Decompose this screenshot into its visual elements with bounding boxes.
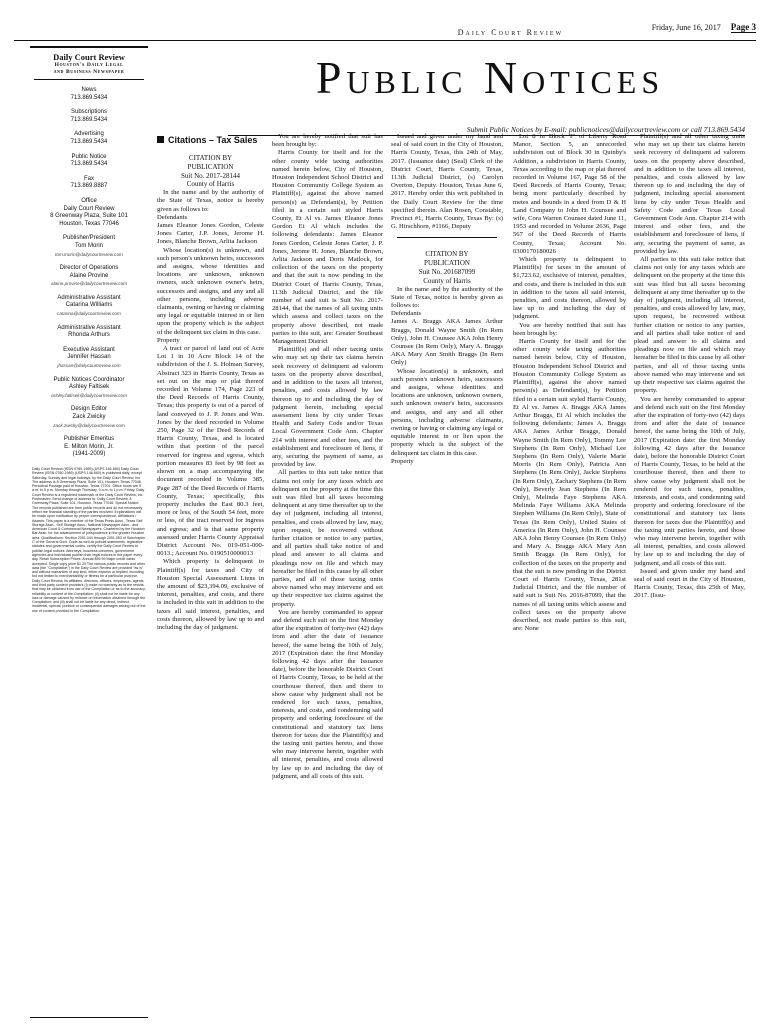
sidebar-fine-print: Daily Court Review (ISSN 0780-1989) (USPS 146-660) Daily Court Review (ISSN 0780-1989) (USPS 146-660) is published daily, except Saturday, Sunday and legal holidays, by the Daily Court Review, Inc. The address is 8 Greenway Plaza, Suite 101, Houston, Texas 77046. Periodical Postage paid at Houston, Texas 77201. Office hours are 9 a.m. to 5 p.m. Monday through Thursday, 9 a.m. to 1 p.m. Friday. Daily Court Review is a registered trademark of the Daily Court Review, Inc. Postmaster: Send change of address to: Daily Court Review, 8 Greenway Plaza, Suite 101, Houston, Texas 77046. Special Notice: The records published are from public records and do not necessarily reflect the financial standing of the parties involved. Explanations will be made upon notification by proper correspondence. Affiliations / Awards: This paper is a member of the Texas Press Assn., Texas Self Storage Assn., Self Storage Assn., National Newspaper Assn., and American Court & Commercial Newspapers. Chartered by the Houston Bar Assn. for the advancement of jurisprudence in the greater Houston area. Qualifications: Section 2051.044 through 2051.053 of Subchapter C of the General Govt. Code as well as judicial statements, legislative statutes and governmental codes, certify the Daily Court Review to publish legal notices. Attorneys, business concerns, government agencies and individuals publish their legal notices in the paper every day. Retail Subscription Prices: Annual $99.99 Major credit cards accepted. Single copy price $1.25 The various public records and other data (the "Compilation") in the Daily Court Review are provided "as is" and without warranties of any kind, either express or implied, including but not limited to merchantability or fitness for a particular purpose. Daily Court Review, its affiliates, directors, officers, employees, agents and third party content providers (i) make no warranty as to the results that may be obtained from use of the Compilation or as to the accuracy, reliability or content of the Compilation; (ii) shall not be liable for any loss or damage caused by reliance on information obtained through the Compilation; and (iii) shall not be liable for any direct, indirect, incidental, special, punitive or consequential damages arising out of the use of content provided in the Compilation. (32, 466, 146, 613)
office-line: Houston, Texas 77046 (59, 220, 119, 227)
staff-role: Design Editor (70, 406, 108, 413)
defendants-label: Defendants (391, 310, 422, 318)
staff-role: Public Notices Coordinator (53, 376, 125, 383)
contact-label: Subscriptions (70, 109, 108, 116)
sidebar-subtitle (34, 62, 144, 80)
staff-name: Zack Zwicky (72, 414, 106, 420)
contact-label: Fax (83, 175, 94, 182)
notice-paragraph: You are hereby commanded to appear and defend such suit on the first Monday after the expiration of forty-two (42) days from and after the date of issuance hereof, the same being the 10th of July, 2017 (Expiration date: the first Monday following 42 days after the Issuance date), before the honorable District Court of Harris County, Texas, to be held at the courthouse thereof, then and there to show cause why judgment shall not be rendered for such taxes, penalties, interests, and costs, and condemning said property and ordering foreclosure of the constitutional and statutory tax liens thereon for taxes due the Plaintiff(s) and the taxing unit parties hereto, and those who may intervene herein, together with all interest, penalties, and costs allowed by law up to and including the day of judgment, and all costs of this suit. (634, 395, 745, 567)
staff-email: jhassan@dailycourtreview.com (57, 363, 121, 369)
contact-phone: 713.869.5434 (70, 161, 108, 168)
defendants-list: James Eleanor Jones Gordon, Celeste Jones Carter, J.P. Jones, Jerome H. Jones, Blanche Brown, Arlita Jackson (157, 222, 264, 246)
staff-years: (1941-2009) (72, 451, 106, 458)
staff-admin-assistant-1 (30, 295, 148, 318)
notice-title-line: PUBLICATION (424, 259, 470, 268)
staff-name: Tom Morin (74, 242, 103, 249)
staff-role: Publisher Emeritus (63, 436, 115, 443)
contact-fax (30, 176, 148, 191)
contact-phone: 713.869.8887 (70, 183, 108, 190)
staff-role: Publisher/President (62, 235, 116, 242)
staff-executive-assistant (30, 347, 148, 370)
column-1 (157, 133, 264, 1018)
header-rule (14, 40, 756, 41)
contact-advertising (30, 131, 148, 146)
property-label: Property (391, 457, 414, 465)
notice-separator (397, 237, 497, 238)
property-label: Property (157, 336, 180, 344)
staff-role: Administrative Assistant (57, 294, 121, 301)
page-number: Page 3 (730, 22, 756, 32)
contact-subscriptions (30, 109, 148, 124)
square-bullet-icon (157, 136, 164, 143)
column-4 (513, 133, 626, 1018)
contact-label: Public Notice (71, 153, 107, 160)
notice-paragraph: In the name and by the authority of the State of Texas, notice is hereby given as follows to: (391, 285, 503, 310)
office-line: 8 Greenway Plaza, Suite 101 (50, 213, 128, 220)
staff-role: Executive Assistant (63, 346, 115, 353)
suit-number: Suit No. 2017-28144 (181, 171, 240, 180)
column-3 (391, 133, 503, 1018)
staff-publisher-emeritus (30, 436, 148, 459)
staff-email: ashley.faltisek@dailycourtreview.com (51, 392, 127, 398)
property-description: Lot 8 in Block 'F' of Liberty Road Manor, Section 5, an unrecorded subdivision out of Block 30 in Quinby's Addition, a subdivision in Harris County, Texas according to the map or plat thereof recorded in Volume 167, Page 58 of the Deed Records of Harris County, Texas; being more particularly described by metes and bounds in a deed from D & H Land Company to John H. Counsee and wife, Cora Warren Counsee dated June 11, 1953 and recorded in Volume 2636, Page 567 of the Deed Records of Harris County, Texas; Account No. 0300170180026 (513, 133, 626, 255)
notice-paragraph: Plaintiff(s) and all other taxing units who may set up their tax claims herein seek recovery of delinquent ad valorem taxes on the property above described, and in addition to the taxes all interest, penalties, and costs allowed by law thereon up to and including the day of judgment, including special assessment liens by city under Texas Health and Safety Code and/or Texas Local Government Code Ann. Chapter 214 with interest and other fees, and the establishment and foreclosure of liens, if any, securing the payment of same, as provided by law. (634, 133, 745, 255)
suit-number: Suit No. 201687099 (418, 268, 476, 277)
notice-paragraph: Plaintiff(s) and all other taxing units who may set up their tax claims herein seek recovery of delinquent ad valorem taxes on the property above described, and in addition to the taxes all interest, penalties, and costs allowed by law thereon up to and including the day of judgment herein, including special assessment liens by city under Texas Health and Safety Code and/or Texas Local Government Code Ann. Chapter 214 with interest and other fees, and the establishment and foreclosure of liens, if any, securing the payment of same, as provided by law. (272, 346, 383, 469)
notice-title (157, 154, 264, 189)
notice-paragraph: Which property is delinquent to Plaintiff(s) for taxes and City of Houston Special Assessment Liens in the amount of $23,394.09, exclusive of interest, penalties, and costs, and there is included in this suit in addition to the taxes all said interest, penalties, and costs thereon, allowed by law up to and including the day of judgment. (157, 558, 264, 631)
contact-public-notice (30, 154, 148, 169)
county-name: County of Harris (186, 180, 235, 189)
office-line: Daily Court Review (63, 205, 115, 212)
sidebar-title: Daily Court Review (53, 52, 125, 62)
contact-label: News (81, 87, 97, 93)
county-name: County of Harris (423, 276, 471, 285)
contact-news (30, 87, 148, 102)
notice-paragraph: Harris County for itself and for the other county wide taxing authorities named herein below, City of Houston, Houston Independent School District and Houston Community College System as Plaintiff(s), against the above named person(s) as Defendant(s), by Petition filed in a certain suit styled Harris County, Et Al vs. James A. Braggs AKA James Arthur Braggs, Et Al which includes the following defendants: James A. Braggs AKA James Arthur Braggs, Donald Wayne Smith (In Rem Only), Tommy Lee Stephens (In Rem Only), Michael Lee Stephens (In Rem Only), Valerie Marie Morris (In Rem Only), Patricia Ann Stephens (In Rem Only), Jackie Stephens (In Rem Only), Zachary Stephens (In Rem Only), Beverly Jean Stephens (In Rem Only), Melinda Faye Stephens AKA Melinda Faye Williams AKA Melinda Stephen Williams (In Rem Only), State of Texas (In Rem Only), United States of America (In Rem Only), John H. Counsee AKA John Henry Counsee (In Rem Only) and Mary A. Braggs AKA Mary Ann Smith Braggs (In Rem Only), for collection of the taxes on the property and that the suit is now pending in the District Court of Harris County, Texas, 281st Judicial District, and the file number of said suit is Suit No. 2016-87099, that the names of all taxing units which assess and collect taxes on the property above described, not made parties to this suit, are: None (513, 338, 626, 633)
staff-email: zack.zwicky@dailycourtreview.com (53, 422, 125, 428)
contact-phone: 713.869.5434 (70, 94, 108, 101)
masthead: Daily Court Review (457, 28, 564, 37)
issue-date: Friday, June 16, 2017 (651, 23, 721, 32)
staff-admin-assistant-2 (30, 325, 148, 340)
notice-title-line: CITATION BY (188, 154, 233, 162)
staff-email: alaine.provine@dailycourtreview.com (51, 281, 127, 287)
section-heading (157, 135, 264, 146)
staff-role: Administrative Assistant (57, 324, 121, 331)
notice-paragraph: Harris County for itself and for the other county wide taxing authorities named herein below, City of Houston, Houston Independent School District and Houston Community College System as Plaintiff(s), against the above named person(s) as Defendant(s), by Petition filed in a certain suit styled Harris County, Et Al vs. James Eleanor Jones Gordon Et Al which includes the following defendants: James Eleanor Jones Gordon, Celeste Jones Carter, J. P. Jones, Jerome H. Jones, Blanche Brown, Arlita Jackson and Doris Matlock, for collection of the taxes on the property and that the suit is now pending in the District Court of Harris County, Texas, 113th Judicial District, and the file number of said suit is Suit No. 2017-28144, that the names of all taxing units which assess and collect taxes on the property above described, not made parties to this suit, are: Greater Southeast Management District (272, 149, 383, 346)
notice-paragraph: You are hereby notified that suit has been brought by: (513, 321, 626, 337)
staff-director-operations (30, 265, 148, 288)
column-2 (272, 133, 383, 1018)
notice-paragraph: Whose location(s) is unknown, and such person's unknown heirs, successors and assigns, whose identities and locations are unknown, unknown owners, such unknown owner's heirs, successors and assigns, and any and all other persons, including adverse claimants, owning or having or claiming any legal or equitable interest in or lien upon the property which is the subject of the delinquent tax claim in this case. (157, 246, 264, 336)
notice-paragraph: Whose location(s) is unknown, and such person's unknown heirs, successors and assigns, whose identities and locations are unknown, unknown owners, such unknown owner's heirs, successors and assigns, and any and all other persons, including adverse claimants, owning or having or claiming any legal or equitable interest in or lien upon the property which is the subject of the delinquent tax claim in this case. (391, 367, 503, 457)
notice-paragraph: You are hereby notified that suit has been brought by: (272, 133, 383, 149)
contact-label: Office (81, 197, 97, 204)
staff-publisher (30, 235, 148, 258)
sidebar-subtitle-line-2: and Business Newspaper (53, 69, 125, 75)
property-description: A tract or parcel of land out of Acre Lot 1 in 10 Acre Block 14 of the subdivision of the J. S. Holman Survey, Abstract 323 in Harris County, Texas as set out on the map or plat thereof recorded in Volume 174, Page 223 of the Deed Records of Harris County, Texas; this property is out of a parcel of land conveyed to J. P. Jones and Wm. Jones by the deed recorded in Volume 250, Page 32 of the Deed Records of Harris County, Texas, and is located within that portion of the parcel reserved for ingress and egress, which portion measures 83 feet by 98 feet as shown on a map accompanying the document recorded in Volume 385, Page 287 of the Deed Records of Harris County, Texas; specifically, this property includes the East 80.3 feet, more or less, of the South 54 feet, more or less, of the tract reserved for ingress and egress; and is that same property assessed under Harris County Appraisal District Account No. 019-051-000-0013.; Account No. 0190510000013 (157, 345, 264, 558)
notice-title-line: PUBLICATION (187, 162, 234, 171)
defendants-label: Defendants (157, 213, 188, 221)
staff-name: Rhonda Arthurs (68, 332, 110, 339)
notice-title-line: CITATION BY (425, 250, 469, 259)
notice-paragraph: Issued and given under my hand and seal of said court in the City of Houston, Harris County, Texas, this 25th of May, 2017. (Issu- (634, 567, 745, 600)
staff-name: E. Milton Morin, Jr. (64, 443, 114, 450)
notice-paragraph: All parties to this suit take notice that claims not only for any taxes which are delinquent on the property at the time this suit was filed but all taxes becoming delinquent at any time thereafter up to the day of judgment, including all interest, penalties, and costs allowed by law, may, upon request, be recovered without further citation or notice to any parties, and all parties shall take notice of and plead and answer to all claims and pleadings now on file and which may hereafter be filed in this cause by all other parties, and all of those taxing units above named who may intervene and set up their respective tax claims against the property. (634, 256, 745, 395)
contact-label: Advertising (74, 131, 104, 138)
contact-phone: 713.869.5434 (70, 116, 108, 123)
staff-role: Director of Operations (59, 265, 119, 272)
staff-name: Catarina Williams (65, 302, 113, 309)
staff-name: Ashley Faltisek (68, 384, 110, 391)
contact-office (30, 198, 148, 228)
staff-email: tom.morin@dailycourtreview.com (55, 251, 123, 257)
notice-paragraph: You are hereby commanded to appear and defend such suit on the first Monday after the expiration of forty-two (42) days from and after the date of issuance hereof, the same being the 10th of July, 2017 (Expiration date: the first Monday following 42 days after the Issuance date), before the honorable District Court of Harris County, Texas, to be held at the courthouse thereof, then and there to show cause why judgment shall not be rendered for such taxes, penalties, interests, and costs, and condemning said property and ordering foreclosure of the constitutional and statutory tax liens thereon for taxes due the Plaintiff(s) and the taxing unit parties hereto, and those who may intervene herein, together with all interest, penalties, and costs allowed by law up to and including the day of judgment, and all costs of this suit. (272, 608, 383, 780)
staff-name: Jennifer Hassan (67, 354, 111, 361)
staff-email: catarina@dailycourtreview.com (57, 311, 121, 317)
submit-notices-line: Submit Public Notices by E-mail: publicnotices@dailycourtreview.com or call 713.869.5434 (228, 125, 745, 136)
staff-design-editor (30, 406, 148, 429)
staff-name: Alaine Provine (69, 272, 109, 279)
defendants-list: James A. Braggs AKA James Arthur Braggs, Donald Wayne Smith (In Rem Only), John H. Counsee AKA John Henry Counsee (In Rem Only), Mary A. Braggs AKA Mary Ann Smith Braggs (In Rem Only) (391, 318, 503, 367)
column-5 (634, 133, 745, 1018)
notice-paragraph: All parties to this suit take notice that claims not only for any taxes which are delinquent on the property at the time this suit was filed but all taxes becoming delinquent at any time thereafter up to the day of judgment, including all interest, penalties, and costs allowed by law, may, upon request, be recovered without further citation or notice to any parties, and all parties shall take notice of and plead and answer to all claims and pleadings now on file and which may hereafter be filed in this cause by all other parties, and all of those taxing units above named who may intervene and set up their respective tax claims against the property. (272, 469, 383, 608)
staff-public-notices-coordinator (30, 377, 148, 400)
notice-title (391, 250, 503, 285)
notice-paragraph: Which property is delinquent to Plaintiff(s) for taxes in the amount of $1,723.62, exclusive of interest, penalties, and costs, and there is included in this suit in addition to the taxes all said interest, penalties, and costs thereon, allowed by law up to and including the day of judgment. (513, 256, 626, 321)
section-heading-text: Citations – Tax Sales (168, 135, 258, 145)
page-title: Public Notices (315, 52, 665, 103)
sidebar-staff-box (30, 46, 148, 1018)
notice-paragraph: Issued and given under my hand and seal of said court in the City of Houston, Harris County, Texas, this 24th of May, 2017. (Issuance date) (Seal) Clerk of the District Court, Harris County, Texas, 113th Judicial District, (s) Carolyn Overton, Deputy. Houston, Texas June 6, 2017. Hereby order this writ published in the Daily Court Review for the time specified therein. Alan Rosen, Constable, Precinct #1, Harris County, Texas By: (s) G. Hirschhorn, #1166, Deputy (391, 133, 503, 231)
sidebar-subtitle-line-1: Houston's Daily Legal (54, 62, 124, 68)
contact-phone: 713.869.5434 (70, 138, 108, 145)
notice-paragraph: In the name and by the authority of the State of Texas, notice is hereby given as follows to: (157, 189, 264, 213)
